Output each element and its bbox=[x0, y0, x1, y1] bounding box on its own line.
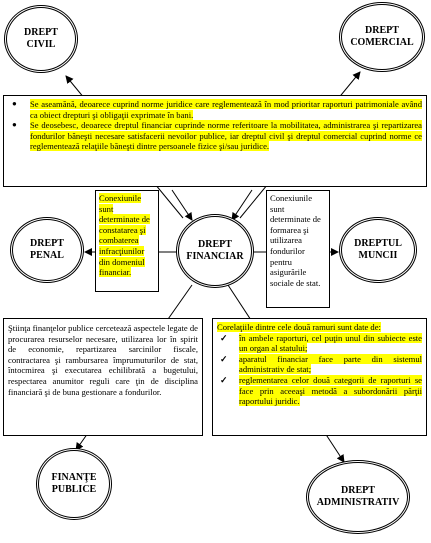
node-label: DREPT CIVIL bbox=[24, 27, 58, 50]
node-finante-publice bbox=[36, 448, 112, 520]
node-label: DREPT FINANCIAR bbox=[186, 239, 244, 262]
node-label: DREPT ADMINISTRATIV bbox=[316, 485, 400, 508]
administrativ-correlation-box bbox=[212, 318, 427, 436]
node-label: FINANŢE PUBLICE bbox=[51, 472, 97, 495]
similarities-box bbox=[3, 95, 427, 187]
node-label: DREPT PENAL bbox=[30, 238, 64, 261]
penal-connection-box: Conexiunile sunt determinate de constatarea şi combaterea infracţiunilor din domeniul financiar. bbox=[95, 190, 159, 292]
node-dreptul-muncii bbox=[339, 217, 417, 283]
administrativ-intro: Corelaţiile dintre cele două ramuri sunt date de: bbox=[217, 322, 381, 332]
node-label: DREPT COMERCIAL bbox=[350, 25, 414, 48]
node-drept-financiar bbox=[176, 214, 254, 288]
similarities-item: ● Se aseamănă, deoarece cuprind norme juridice care reglementează în mod prioritar raporturi patrimoniale având ca obiect drepturi şi obligaţii exprimate în bani. bbox=[12, 99, 422, 120]
arrow-to-financiar-left bbox=[172, 190, 192, 220]
correlation-item: ✓ în ambele raporturi, cel puţin unul din subiecte este un organ al statului; bbox=[220, 332, 422, 354]
node-drept-penal bbox=[10, 217, 84, 283]
similarities-item: ● Se deosebesc, deoarece dreptul financiar cuprinde norme referitoare la mobilitatea, administrarea şi repartizarea fondurilor băneşti necesare satisfacerii nevoilor publice, iar dreptul civil şi dreptul comercial cuprind norme ce reglementează relaţiile băneşti dintre persoanele fizice şi/sau juridice. bbox=[12, 120, 422, 152]
node-drept-administrativ bbox=[306, 460, 410, 534]
node-drept-civil bbox=[4, 5, 78, 73]
correlation-item: ✓ aparatul financiar face parte din sistemul administrativ de stat; bbox=[220, 353, 422, 375]
correlation-item: ✓ reglementarea celor două categorii de raporturi se face prin aceeaşi metodă a subordonării părţii raportului juridic. bbox=[220, 374, 422, 407]
finante-description-box: Ştiinţa finanţelor publice cercetează aspectele legate de procurarea resurselor necesare, utilizarea lor în spirit de economie, repartizarea sarcinilor fiscale, contractarea şi rambursarea împrumuturilor de stat, întocmirea şi executarea echilibrată a bugetului, respectarea anumitor reguli care ţin de disciplina financiară şi de buna gestionare a fondurilor. bbox=[3, 318, 203, 436]
node-drept-comercial bbox=[339, 2, 425, 72]
muncii-connection-box: Conexiunile sunt determinate de formarea şi utilizarea fondurilor pentru asigurările sociale de stat. bbox=[266, 190, 330, 308]
node-label: DREPTUL MUNCII bbox=[354, 238, 402, 261]
